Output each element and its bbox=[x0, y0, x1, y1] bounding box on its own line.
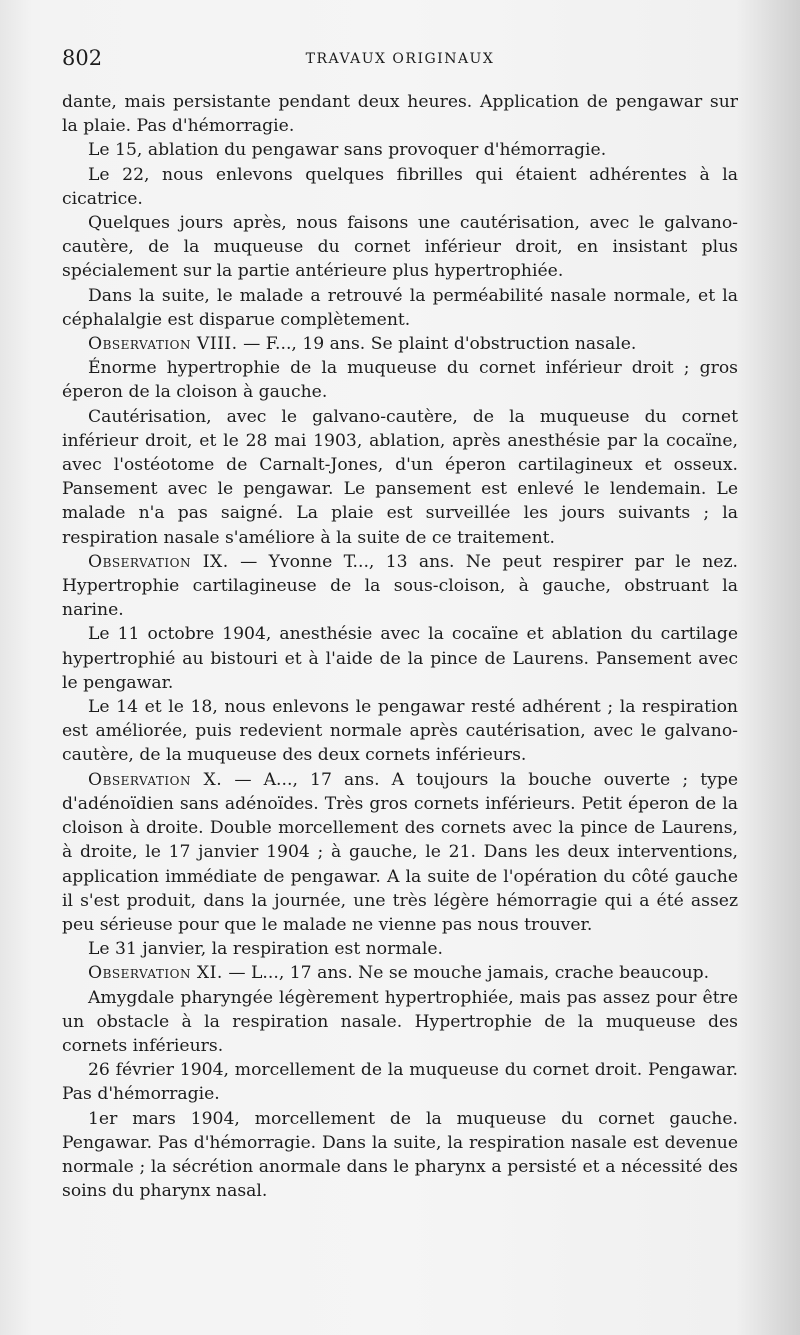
paragraph-text: Amygdale pharyngée légèrement hypertrophiée, mais pas assez pour être un obstacle à la respiration nasale. Hypertrophie de la muqueuse des cornets inférieurs. bbox=[62, 987, 738, 1056]
paragraph bbox=[62, 1058, 738, 1106]
paragraph-text: Quelques jours après, nous faisons une cautérisation, avec le galvano-cautère, de la muqueuse du cornet inférieur droit, en insistant plus spécialement sur la partie antérieure plus hypertrophiée. bbox=[62, 213, 738, 282]
observation-heading bbox=[62, 550, 738, 623]
paragraph-text: Le 22, nous enlevons quelques fibrilles qui étaient adhérentes à la cicatrice. bbox=[62, 164, 738, 209]
paragraph-text: Le 31 janvier, la respiration est normale. bbox=[88, 939, 443, 960]
paragraph-text: Énorme hypertrophie de la muqueuse du cornet inférieur droit ; gros éperon de la cloison à gauche. bbox=[62, 358, 738, 403]
observation-label: Observation IX. bbox=[88, 551, 229, 572]
paragraph bbox=[62, 163, 738, 211]
running-header bbox=[62, 46, 738, 76]
paragraph bbox=[62, 211, 738, 284]
paragraph-text: — A..., 17 ans. A toujours la bouche ouverte ; type d'adénoïdien sans adénoïdes. Très gros cornets inférieurs. Petit éperon de la cloison à droite. Double morcellement des cornets avec la pince de Laurens, à droite, le 17 janvier 1904 ; à gauche, le 21. Dans les deux interventions, application immédiate de pengawar. A la suite de l'opération du côté gauche il s'est produit, dans la journée, une très légère hémorragie qui a été assez peu sérieuse pour que le malade ne vienne pas nous trouver. bbox=[62, 769, 738, 935]
paragraph bbox=[62, 90, 738, 138]
paragraph bbox=[62, 138, 738, 162]
body-text bbox=[62, 90, 738, 1203]
paragraph-text: Cautérisation, avec le galvano-cautère, de la muqueuse du cornet inférieur droit, et le 28 mai 1903, ablation, après anesthésie par la cocaïne, avec l'ostéotome de Carnalt-Jones, d'un éperon cartilagineux et osseux. Pansement avec le pengawar. Le pansement est enlevé le lendemain. Le malade n'a pas saigné. La plaie est surveillée les jours suivants ; la respiration nasale s'améliore à la suite de ce traitement. bbox=[62, 406, 738, 548]
observation-heading bbox=[62, 961, 738, 985]
observation-label: Observation VIII. bbox=[88, 334, 238, 355]
paragraph bbox=[62, 284, 738, 332]
paragraph bbox=[62, 695, 738, 768]
paragraph-text: Le 14 et le 18, nous enlevons le pengawar resté adhérent ; la respiration est améliorée, puis redevient normale après cautérisation, avec le galvano-cautère, de la muqueuse des deux cornets inférieurs. bbox=[62, 697, 738, 766]
observation-heading bbox=[62, 768, 738, 937]
paragraph bbox=[62, 986, 738, 1059]
paragraph-text: 1er mars 1904, morcellement de la muqueuse du cornet gauche. Pengawar. Pas d'hémorragie. Dans la suite, la respiration nasale est devenue normale ; la sécrétion anormale dans le pharynx a persisté et a nécessité des soins du pharynx nasal. bbox=[62, 1108, 738, 1202]
paragraph bbox=[62, 622, 738, 695]
paragraph-text: — L..., 17 ans. Ne se mouche jamais, crache beaucoup. bbox=[222, 963, 710, 984]
paragraph-text: dante, mais persistante pendant deux heures. Application de pengawar sur la plaie. Pas d'hémorragie. bbox=[62, 92, 738, 137]
paragraph-text: — F..., 19 ans. Se plaint d'obstruction nasale. bbox=[237, 334, 637, 355]
observation-label: Observation XI. bbox=[88, 963, 223, 984]
paragraph-text: Le 11 octobre 1904, anesthésie avec la cocaïne et ablation du cartilage hypertrophié au bistouri et à l'aide de la pince de Laurens. Pansement avec le pengawar. bbox=[62, 624, 738, 693]
paragraph bbox=[62, 356, 738, 404]
paragraph-text: Dans la suite, le malade a retrouvé la perméabilité nasale normale, et la céphalalgie est disparue complètement. bbox=[62, 285, 738, 330]
paragraph bbox=[62, 937, 738, 961]
observation-heading bbox=[62, 332, 738, 356]
observation-label: Observation X. bbox=[88, 769, 223, 790]
paragraph-text: — Yvonne T..., 13 ans. Ne peut respirer par le nez. Hypertrophie cartilagineuse de la sous-cloison, à gauche, obstruant la narine. bbox=[62, 551, 738, 621]
paragraph bbox=[62, 405, 738, 550]
page-number: 802 bbox=[62, 46, 103, 70]
section-title: TRAVAUX ORIGINAUX bbox=[305, 51, 495, 67]
paragraph-text: 26 février 1904, morcellement de la muqueuse du cornet droit. Pengawar. Pas d'hémorragie. bbox=[62, 1060, 738, 1105]
paragraph-text: Le 15, ablation du pengawar sans provoquer d'hémorragie. bbox=[88, 140, 607, 161]
paragraph bbox=[62, 1107, 738, 1204]
